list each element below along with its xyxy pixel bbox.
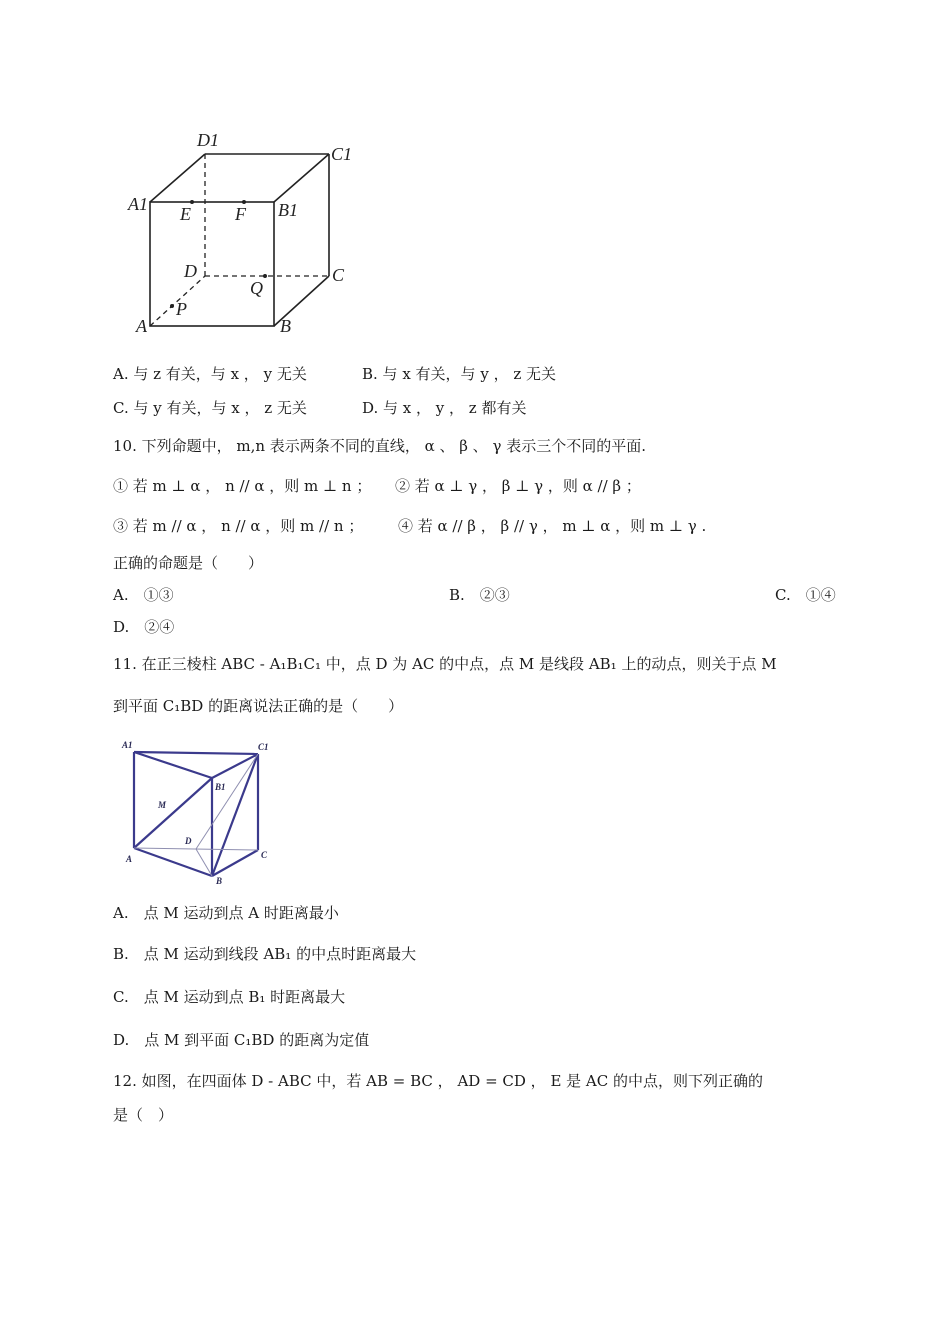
q10-stem: 10. 下列命题中， m,n 表示两条不同的直线， α 、 β 、 γ 表示三个不同的平面.	[113, 437, 646, 455]
q11-option-a: A. 点 M 运动到点 A 时距离最小	[113, 904, 339, 922]
label-m: M	[158, 800, 167, 810]
q9-option-b: B. 与 x 有关，与 y ， z 无关	[362, 365, 557, 383]
label-a1: A1	[128, 194, 148, 214]
q11-option-c: C. 点 M 运动到点 B₁ 时距离最大	[113, 988, 346, 1006]
label-p: P	[176, 299, 187, 319]
label-b1: B1	[215, 782, 226, 792]
point-q	[263, 274, 267, 278]
label-b: B	[216, 876, 223, 886]
q11-option-d: D. 点 M 到平面 C₁BD 的距离为定值	[113, 1031, 370, 1049]
q9-option-c: C. 与 y 有关，与 x ， z 无关	[113, 399, 307, 417]
q10-option-d: D. ②④	[113, 618, 175, 636]
label-e: E	[180, 204, 191, 224]
q10-prop-1: ① 若 m ⊥ α ， n // α ，则 m ⊥ n ；	[113, 477, 372, 495]
label-d: D	[185, 836, 192, 846]
q11-stem-line2: 到平面 C₁BD 的距离说法正确的是（ ）	[113, 697, 404, 715]
label-c: C	[261, 850, 268, 860]
prism-figure	[118, 738, 278, 888]
label-d: D	[184, 261, 197, 281]
label-a1: A1	[122, 740, 133, 750]
cube-front-face	[150, 202, 274, 326]
label-d1: D1	[197, 130, 219, 150]
q9-option-d: D. 与 x ， y ， z 都有关	[362, 399, 527, 417]
label-q: Q	[250, 278, 263, 298]
q10-prop-2: ② 若 α ⊥ γ ， β ⊥ γ ，则 α // β ；	[395, 477, 641, 495]
q10-prop-3: ③ 若 m // α ， n // α ，则 m // n ；	[113, 517, 364, 535]
label-b1: B1	[278, 200, 298, 220]
label-c1: C1	[258, 742, 269, 752]
q11-stem-line1: 11. 在正三棱柱 ABC - A₁B₁C₁ 中，点 D 为 AC 的中点，点 M 是线段 AB₁ 上的动点，则关于点 M	[113, 655, 777, 673]
point-p	[170, 304, 174, 308]
q12-stem-line1: 12. 如图，在四面体 D - ABC 中，若 AB = BC ， AD = CD ， E 是 AC 的中点，则下列正确的	[113, 1072, 764, 1090]
q12-stem-line2: 是（ ）	[113, 1106, 174, 1124]
q9-option-a: A. 与 z 有关，与 x ， y 无关	[113, 365, 307, 383]
label-a: A	[126, 854, 133, 864]
label-c: C	[332, 265, 345, 285]
q10-prop-4: ④ 若 α // β ， β // γ ， m ⊥ α ，则 m ⊥ γ .	[398, 517, 707, 535]
q11-option-b: B. 点 M 运动到线段 AB₁ 的中点时距离最大	[113, 945, 417, 963]
label-c1: C1	[331, 144, 353, 164]
label-a: A	[136, 316, 147, 336]
label-f: F	[235, 204, 246, 224]
q10-option-c: C. ①④	[775, 586, 836, 604]
q10-option-a: A. ①③	[113, 586, 174, 604]
label-b: B	[280, 316, 291, 336]
q10-option-b: B. ②③	[449, 586, 510, 604]
q10-question: 正确的命题是（ ）	[113, 554, 264, 572]
cube-figure	[120, 120, 360, 340]
